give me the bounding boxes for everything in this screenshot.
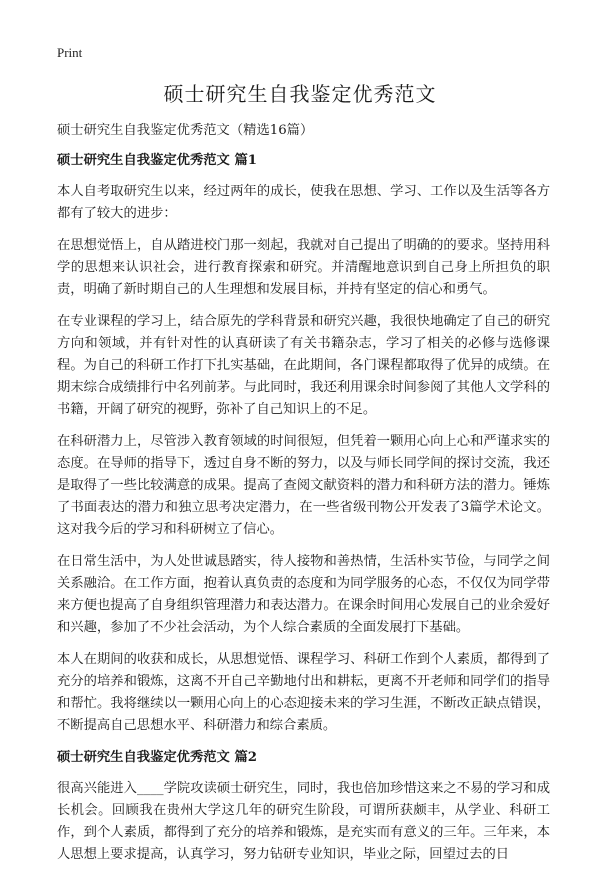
document-title: 硕士研究生自我鉴定优秀范文: [163, 82, 437, 106]
paragraph: 在科研潜力上，尽管涉入教育领域的时间很短，但凭着一颗用心向上心和严谨求实的态度。在导师的指导下，透过自身不断的努力，以及与师长同学间的探讨交流，我还是取得了一些比较满意的成果。提高了查阅文献资料的潜力和科研方法的潜力。锤炼了书面表达的潜力和独立思考决定潜力，在一些省级刊物公开发表了3篇学术论文。这对我今后的学习和科研树立了信心。: [57, 434, 550, 537]
paragraph: 在日常生活中，为人处世诚恳踏实，待人接物和善热情，生活朴实节俭，与同学之间关系融洽。在工作方面，抱着认真负责的态度和为同学服务的心态，不仅仅为同学带来方便也提高了自身组织管理潜力和表达潜力。在课余时间用心发展自己的业余爱好和兴趣，参加了不少社会活动，为个人综合素质的全面发展打下基础。: [57, 554, 550, 635]
section-heading: 硕士研究生自我鉴定优秀范文 篇1: [57, 153, 258, 168]
section-heading: 硕士研究生自我鉴定优秀范文 篇2: [57, 750, 258, 765]
paragraph: 在思想觉悟上，自从踏进校门那一刻起，我就对自己提出了明确的的要求。坚持用科学的思想来认识社会，进行教育探索和研究。并清醒地意识到自己身上所担负的职责，明确了新时期自己的人生理想和发展目标，并持有坚定的信心和勇气。: [57, 238, 550, 297]
paragraph: 在专业课程的学习上，结合原先的学科背景和研究兴趣，我很快地确定了自己的研究方向和领域，并有针对性的认真研读了有关书籍杂志，学习了相关的必修与选修课程。为自己的科研工作打下扎实基础，在此期间，各门课程都取得了优异的成绩。在期末综合成绩排行中名列前茅。与此同时，我还利用课余时间参阅了其他人文学科的书籍，开阔了研究的视野，弥补了自己知识上的不足。: [57, 314, 550, 417]
paragraph: 很高兴能进入____学院攻读硕士研究生，同时，我也倍加珍惜这来之不易的学习和成长机会。回顾我在贵州大学这几年的研究生阶段，可谓所获颇丰，从学业、科研工作，到个人素质，都得到了充分的培养和锻炼，是充实而有意义的三年。三年来，本人思想上要求提高，认真学习，努力钻研专业知识，毕业之际，回望过去的日: [57, 781, 550, 862]
document-body: [57, 120, 550, 876]
print-link[interactable]: Print: [57, 45, 83, 60]
paragraph: 本人自考取研究生以来，经过两年的成长，使我在思想、学习、工作以及生活等各方都有了较大的进步：: [57, 184, 550, 221]
section-1: [57, 150, 550, 737]
section-2: [57, 747, 550, 866]
paragraph: 本人在期间的收获和成长，从思想觉悟、课程学习、科研工作到个人素质，都得到了充分的培养和锻炼，这离不开自己辛勤地付出和耕耘，更离不开老师和同学们的指导和帮忙。我将继续以一颗用心向上的心态迎接未来的学习生涯，不断改正缺点错误，不断提高自己思想水平、科研潜力和综合素质。: [57, 652, 550, 733]
document-subtitle: 硕士研究生自我鉴定优秀范文（精选16篇）: [57, 123, 314, 138]
